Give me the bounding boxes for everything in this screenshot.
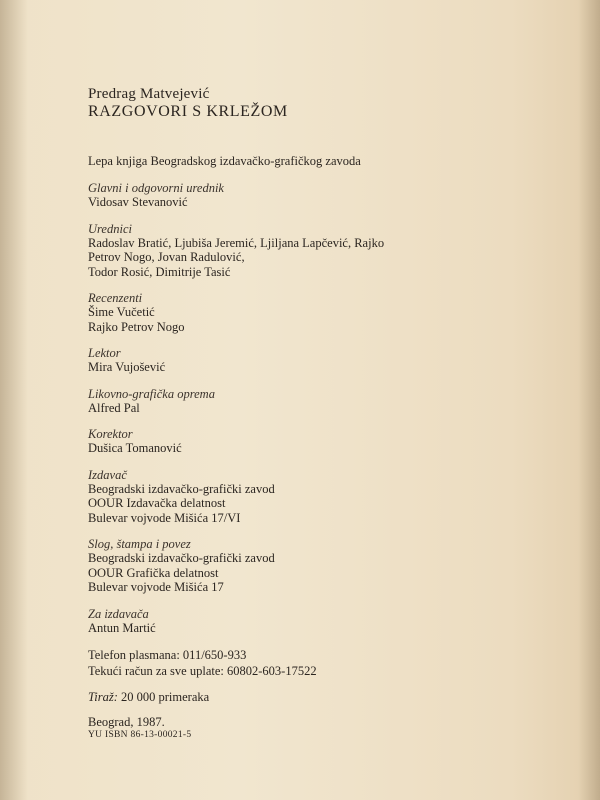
credit-line: Bulevar vojvode Mišića 17/VI — [88, 510, 241, 525]
colophon — [88, 86, 558, 741]
credit-line: Radoslav Bratić, Ljubiša Jeremić, Ljiljana Lapčević, Rajko — [88, 235, 385, 250]
print-run-value: 20 000 primeraka — [121, 690, 210, 704]
place-year: Beograd, 1987. — [88, 715, 165, 729]
credit-label: Recenzenti — [88, 291, 143, 305]
credit-label: Lektor — [88, 346, 121, 360]
credit-section — [88, 537, 558, 595]
credit-section — [88, 427, 558, 456]
credit-line: Petrov Nogo, Jovan Radulović, — [88, 250, 245, 264]
book-title: RAZGOVORI S KRLEŽOM — [88, 103, 288, 120]
isbn: YU ISBN 86-13-00021-5 — [88, 730, 192, 740]
credit-line: Rajko Petrov Nogo — [88, 319, 185, 334]
credit-line: Mira Vujošević — [88, 360, 166, 374]
credit-label: Glavni i odgovorni urednik — [88, 181, 224, 195]
page-edge-shadow — [578, 0, 600, 800]
credit-line: Beogradski izdavačko-grafički zavod — [88, 551, 275, 565]
credit-label: Slog, štampa i povez — [88, 537, 191, 551]
credit-line: OOUR Grafička delatnost — [88, 565, 219, 580]
credit-line: Alfred Pal — [88, 400, 140, 415]
book-author: Predrag Matvejević — [88, 86, 210, 102]
print-run — [88, 689, 558, 705]
credit-label: Urednici — [88, 221, 132, 236]
credit-label: Korektor — [88, 427, 133, 441]
credit-line: Vidosav Stevanović — [88, 195, 188, 209]
credit-line: Todor Rosić, Dimitrije Tasić — [88, 264, 231, 279]
credit-section — [88, 222, 558, 280]
phone-line: Telefon plasmana: 011/650-933 — [88, 648, 247, 662]
credit-section — [88, 291, 558, 334]
account-line: Tekući račun za sve uplate: 60802-603-17522 — [88, 664, 317, 678]
credit-section — [88, 468, 558, 526]
credits-list — [88, 181, 558, 635]
credit-label: Likovno-grafička oprema — [88, 386, 215, 401]
credit-section — [88, 607, 558, 636]
credit-label: Izdavač — [88, 467, 127, 482]
credit-line: Bulevar vojvode Mišića 17 — [88, 580, 224, 594]
edition-line: Lepa knjiga Beogradskog izdavačko-grafičkog zavoda — [88, 154, 361, 168]
credit-label: Za izdavača — [88, 606, 149, 621]
credit-section — [88, 346, 558, 375]
credit-section — [88, 181, 558, 210]
credit-line: Dušica Tomanović — [88, 441, 182, 455]
gutter-shadow — [0, 0, 28, 800]
print-run-label: Tiraž: — [88, 690, 118, 704]
credit-line: Šime Vučetić — [88, 305, 155, 319]
credit-line: Beogradski izdavačko-grafički zavod — [88, 481, 275, 496]
credit-line: OOUR Izdavačka delatnost — [88, 496, 226, 510]
credit-line: Antun Martić — [88, 620, 156, 635]
credit-section — [88, 387, 558, 416]
